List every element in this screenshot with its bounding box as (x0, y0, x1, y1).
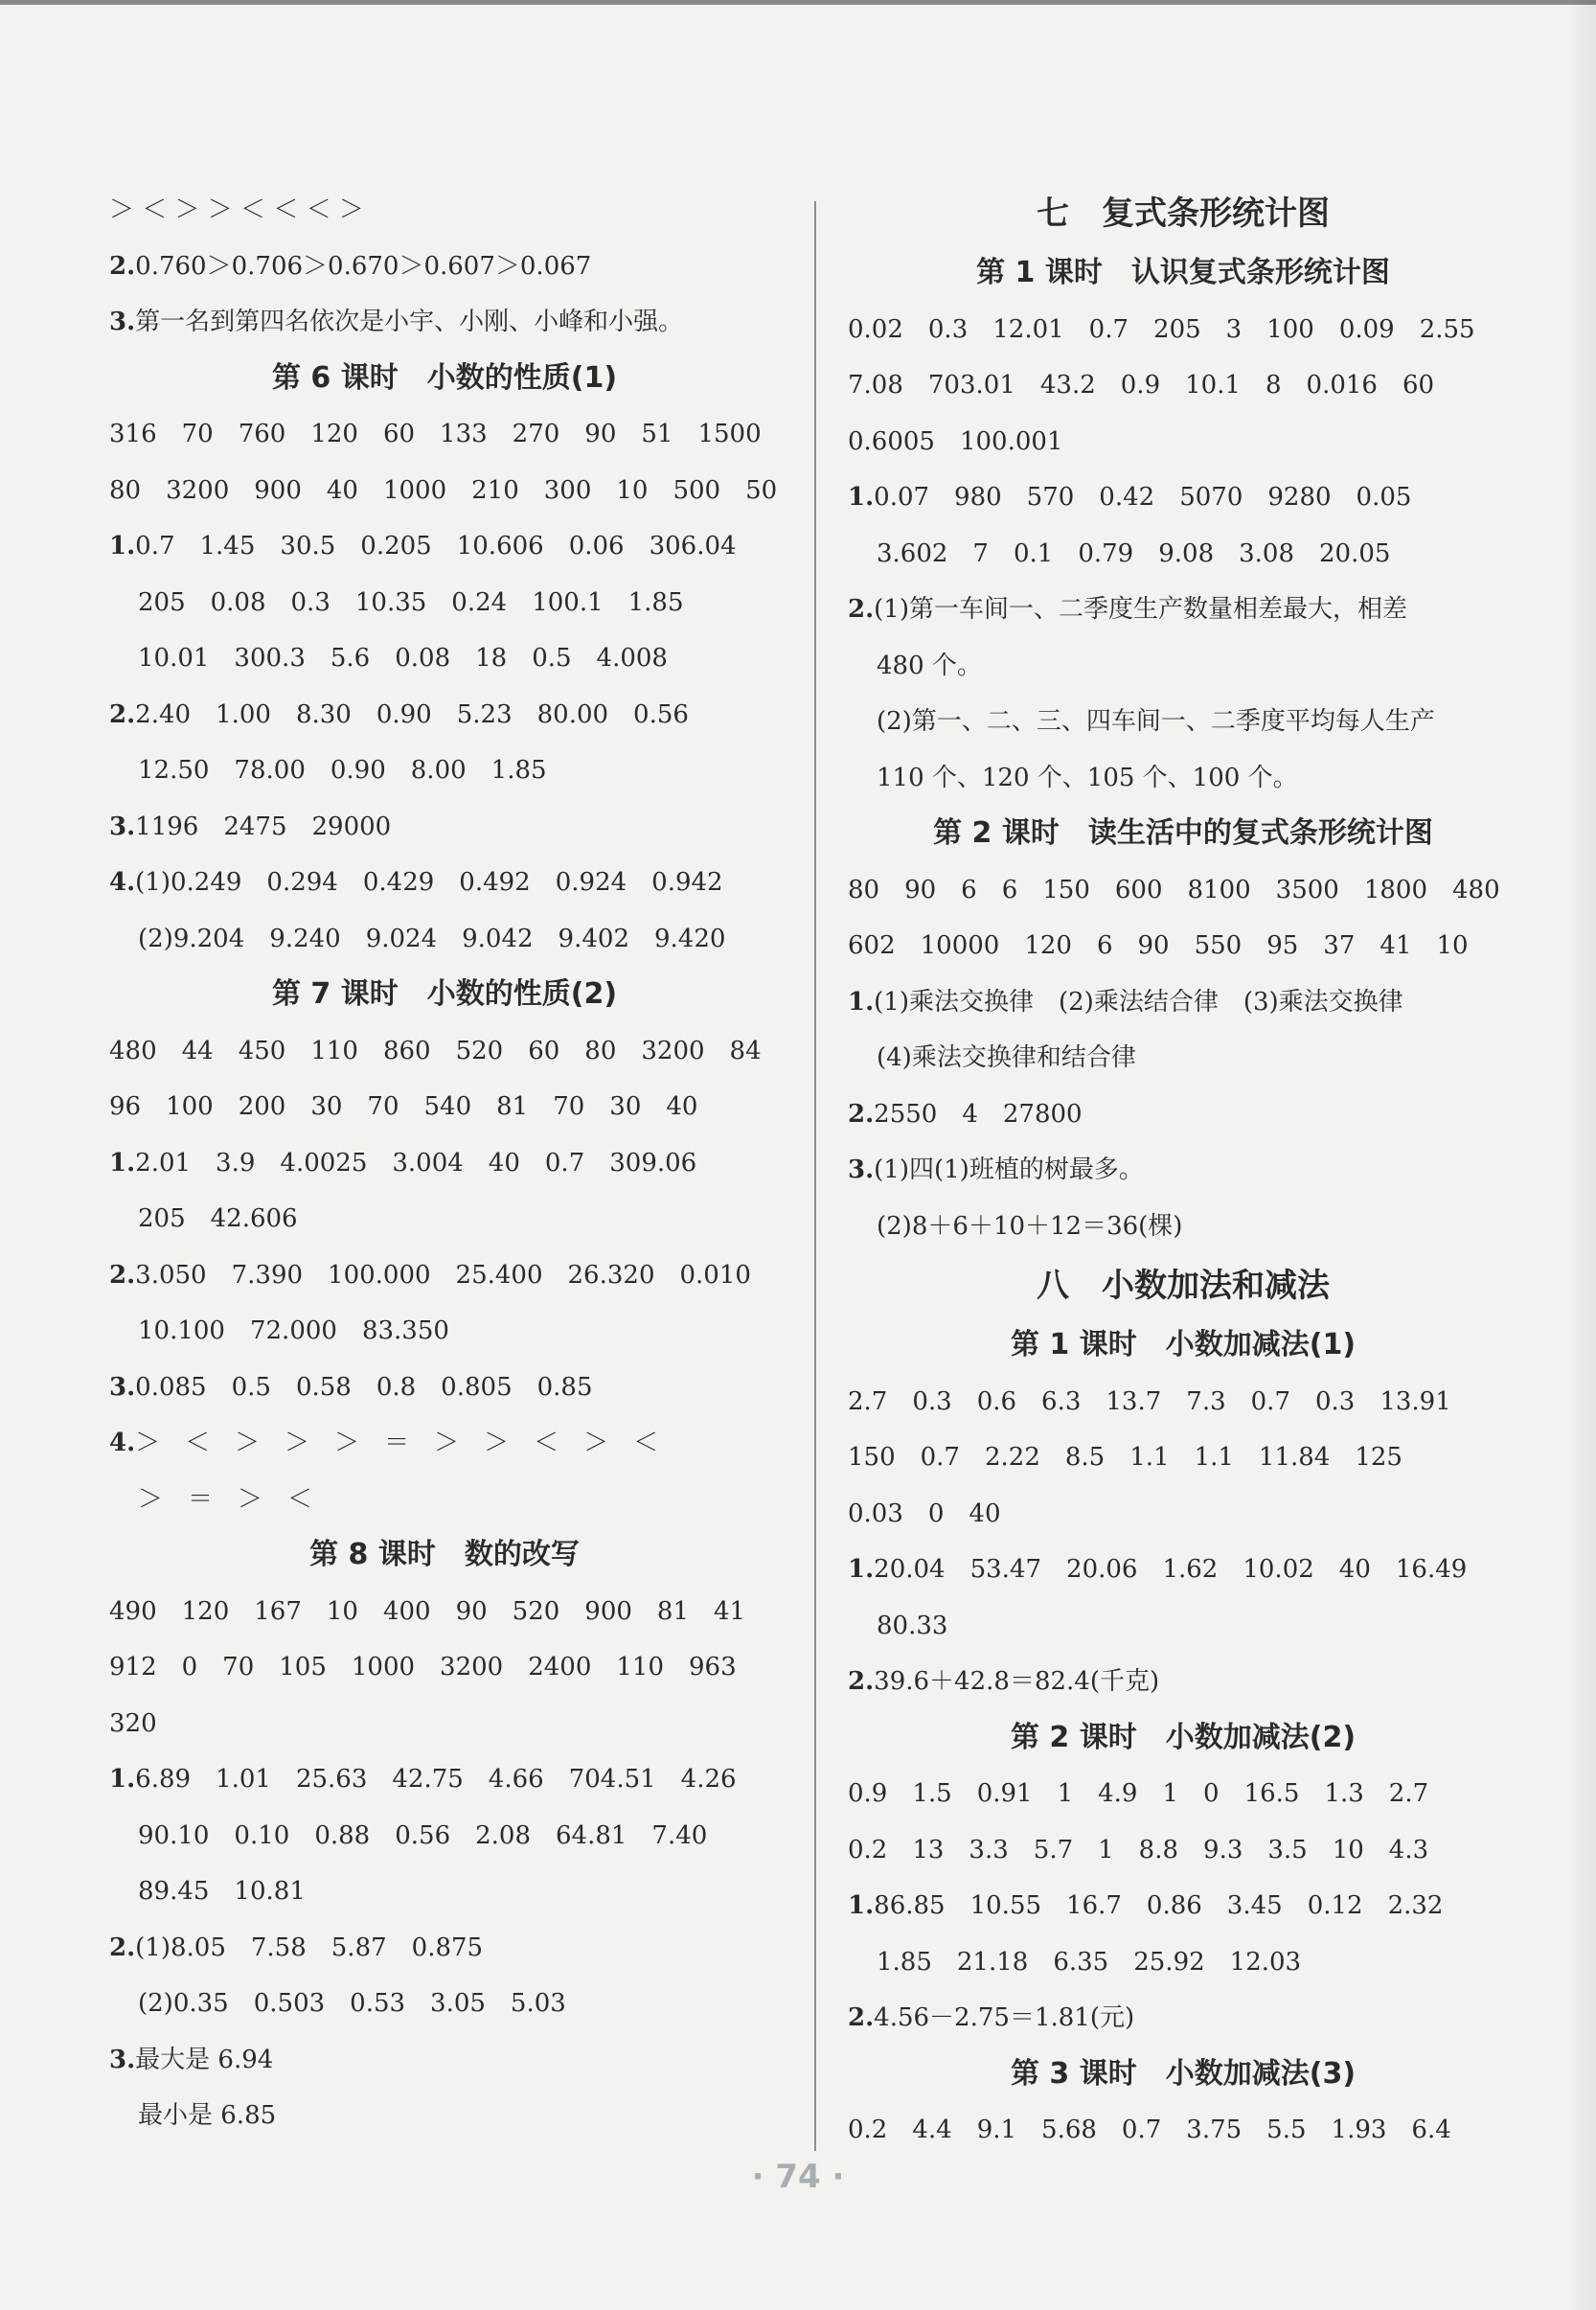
question-number: 3. (848, 1155, 875, 1184)
answer-text: 0.085 0.5 0.58 0.8 0.805 0.85 (135, 1372, 593, 1402)
answer-line (109, 1584, 780, 1640)
answer-line (848, 1030, 1518, 1086)
answer-line (109, 1023, 780, 1080)
answer-text: 316 70 760 120 60 133 270 90 51 1500 (109, 420, 762, 448)
answer-text: 150 0.7 2.22 8.5 1.1 1.1 11.84 125 (848, 1443, 1402, 1472)
question-number: 1. (109, 1148, 136, 1178)
question-number: 2. (109, 699, 136, 729)
answer-line (109, 518, 780, 575)
lesson-heading: 第 1 课时 认识复式条形统计图 (976, 256, 1390, 289)
answer-line (848, 1542, 1518, 1598)
answer-text: 110 个、120 个、105 个、100 个。 (877, 763, 1298, 792)
answer-text: 3.050 7.390 100.000 25.400 26.320 0.010 (135, 1260, 751, 1290)
answer-text: 39.6＋42.8＝82.4(千克) (874, 1667, 1160, 1696)
answer-line (109, 1639, 780, 1696)
question-number: 1. (848, 1891, 875, 1920)
column-divider (814, 201, 816, 2151)
question-number: 2. (109, 1260, 136, 1290)
answer-line (109, 463, 780, 519)
answer-line (109, 1864, 780, 1920)
answer-text: ＞ ＜ ＞ ＞ ＞ ＝ ＞ ＞ ＜ ＞ ＜ (135, 1429, 659, 1457)
answer-text: 90.10 0.10 0.88 0.56 2.08 64.81 7.40 (138, 1820, 708, 1850)
answer-text: 0.07 980 570 0.42 5070 9280 0.05 (874, 483, 1412, 512)
answer-text: (1)四(1)班植的树最多。 (874, 1155, 1144, 1184)
answer-text: 20.04 53.47 20.06 1.62 10.02 40 16.49 (874, 1555, 1468, 1584)
lesson-heading: 第 3 课时 小数加减法(3) (1010, 2056, 1357, 2091)
question-number: 3. (109, 2045, 136, 2074)
answer-text: 1196 2475 29000 (135, 812, 392, 841)
answer-line (109, 1191, 780, 1247)
question-number: 2. (848, 1667, 875, 1696)
answer-text: 7.08 703.01 43.2 0.9 10.1 8 0.016 60 (848, 371, 1435, 400)
answer-line (848, 469, 1518, 526)
question-number: 3. (109, 812, 136, 841)
answer-line (848, 302, 1518, 358)
answer-text: 0.7 1.45 30.5 0.205 10.606 0.06 306.04 (135, 532, 737, 560)
question-number: 2. (848, 595, 875, 624)
lesson-heading: 第 7 课时 小数的性质(2) (271, 977, 618, 1011)
right-column (848, 182, 1518, 2159)
answer-line (848, 862, 1518, 919)
answer-line (109, 406, 780, 463)
answer-text: 0.6005 100.001 (848, 426, 1063, 456)
answer-line (848, 1878, 1518, 1934)
answer-line (109, 1976, 780, 2032)
question-number: 4. (109, 1429, 136, 1457)
answer-text: 0.2 4.4 9.1 5.68 0.7 3.75 5.5 1.93 6.4 (848, 2116, 1451, 2144)
answer-line (109, 1135, 780, 1192)
answer-line (848, 1486, 1518, 1543)
answer-line (848, 750, 1518, 807)
answer-text: 0.02 0.3 12.01 0.7 205 3 100 0.09 2.55 (848, 314, 1475, 344)
answer-line (848, 414, 1518, 470)
question-number: 1. (848, 987, 875, 1017)
answer-line (848, 1429, 1518, 1486)
lesson-heading: 第 8 课时 数的改写 (309, 1538, 580, 1571)
answer-text: 2550 4 27800 (874, 1099, 1083, 1129)
answer-text: 2.7 0.3 0.6 6.3 13.7 7.3 0.7 0.3 13.91 (848, 1386, 1451, 1416)
answer-text: 6.89 1.01 25.63 42.75 4.66 704.51 4.26 (135, 1765, 737, 1794)
answer-line (109, 294, 780, 351)
answer-line (848, 526, 1518, 583)
answer-line (109, 1751, 780, 1808)
unit-title: 七 复式条形统计图 (1037, 194, 1330, 233)
answer-line (109, 239, 780, 295)
answer-line (109, 1920, 780, 1977)
answer-text: (1)8.05 7.58 5.87 0.875 (135, 1933, 484, 1962)
answer-line (848, 974, 1518, 1031)
answer-text: (2)0.35 0.503 0.53 3.05 5.03 (138, 1989, 566, 2018)
answer-line (848, 1199, 1518, 1255)
answer-line (848, 918, 1518, 974)
question-number: 3. (109, 1372, 136, 1402)
answer-line (109, 1472, 780, 1528)
question-number: 2. (848, 1099, 875, 1129)
answer-line (109, 630, 780, 687)
answer-text: 2.01 3.9 4.0025 3.004 40 0.7 309.06 (135, 1148, 697, 1178)
answer-text: (1)乘法交换律 (2)乘法结合律 (3)乘法交换律 (874, 987, 1403, 1017)
question-number: 1. (109, 532, 136, 560)
answer-text: 10.01 300.3 5.6 0.08 18 0.5 4.008 (138, 644, 668, 673)
answer-line (109, 1415, 780, 1472)
answer-line (848, 1934, 1518, 1991)
lesson-heading: 第 2 课时 读生活中的复式条形统计图 (933, 816, 1433, 850)
answer-line (848, 1142, 1518, 1199)
answer-line (848, 1990, 1518, 2047)
answer-text: 4.56－2.75＝1.81(元) (874, 2003, 1135, 2032)
answer-text: 480 个。 (877, 651, 982, 680)
lesson-heading: 第 6 课时 小数的性质(1) (271, 360, 618, 395)
answer-line (848, 1598, 1518, 1655)
answer-line (109, 911, 780, 968)
answer-text: (2)第一、二、三、四车间一、二季度平均每人生产 (877, 707, 1435, 736)
answer-text: 480 44 450 110 860 520 60 80 3200 84 (109, 1036, 762, 1065)
answer-text: 10.100 72.000 83.350 (138, 1316, 449, 1345)
answer-text: 2.40 1.00 8.30 0.90 5.23 80.00 0.56 (135, 699, 689, 729)
answer-line (848, 2102, 1518, 2159)
answer-line (109, 2032, 780, 2089)
answer-text: 12.50 78.00 0.90 8.00 1.85 (138, 756, 547, 785)
answer-text: 0.2 13 3.3 5.7 1 8.8 9.3 3.5 10 4.3 (848, 1835, 1429, 1864)
answer-line (848, 638, 1518, 695)
answer-line (109, 575, 780, 631)
answer-text: 0.9 1.5 0.91 1 4.9 1 0 16.5 1.3 2.7 (848, 1779, 1429, 1808)
answer-text: 最小是 6.85 (138, 2101, 277, 2130)
answer-text: (1)0.249 0.294 0.429 0.492 0.924 0.942 (135, 868, 723, 897)
left-column (109, 182, 780, 2144)
answer-line (109, 1808, 780, 1864)
answer-text: 96 100 200 30 70 540 81 70 30 40 (109, 1092, 698, 1121)
answer-text: (2)8＋6＋10＋12＝36(棵) (877, 1211, 1183, 1241)
answer-line (848, 694, 1518, 750)
answer-text: 0.03 0 40 (848, 1498, 1001, 1528)
question-number: 2. (848, 2003, 875, 2032)
answer-line (109, 1696, 780, 1752)
question-number: 2. (109, 1933, 136, 1962)
answer-text: 80.33 (877, 1611, 948, 1640)
page-number: · 74 · (751, 2158, 845, 2196)
answer-text: 490 120 167 10 400 90 520 900 81 41 (109, 1596, 746, 1626)
answer-line (109, 1303, 780, 1360)
answer-text: 0.760＞0.706＞0.670＞0.607＞0.067 (135, 251, 592, 281)
answer-text: 最大是 6.94 (135, 2045, 274, 2074)
question-number: 1. (848, 483, 875, 512)
question-number: 2. (109, 251, 136, 281)
answer-line (109, 855, 780, 911)
answer-line (109, 799, 780, 856)
answer-text: 89.45 10.81 (138, 1877, 306, 1906)
answer-text: ＞ ＝ ＞ ＜ (138, 1484, 313, 1514)
answer-line (848, 582, 1518, 638)
answer-line (848, 1766, 1518, 1822)
answer-line (109, 1247, 780, 1304)
answer-line (109, 687, 780, 743)
answer-text: (1)第一车间一、二季度生产数量相差最大，相差 (874, 595, 1407, 624)
answer-line (109, 182, 780, 239)
answer-line (848, 1374, 1518, 1430)
answer-text: ＞ ＜ ＞ ＞ ＜ ＜ ＜ ＞ (109, 195, 364, 224)
answer-line (109, 743, 780, 799)
answer-line (848, 1086, 1518, 1143)
answer-text: 80 90 6 6 150 600 8100 3500 1800 480 (848, 875, 1500, 904)
question-number: 1. (109, 1765, 136, 1794)
answer-text: 205 0.08 0.3 10.35 0.24 100.1 1.85 (138, 587, 684, 617)
answer-text: 602 10000 120 6 90 550 95 37 41 10 (848, 931, 1469, 960)
answer-text: 320 (109, 1708, 157, 1738)
lesson-heading: 第 1 课时 小数加减法(1) (1010, 1328, 1357, 1361)
answer-text: 86.85 10.55 16.7 0.86 3.45 0.12 2.32 (874, 1891, 1444, 1920)
answer-text: 1.85 21.18 6.35 25.92 12.03 (877, 1947, 1302, 1977)
answer-text: 80 3200 900 40 1000 210 300 10 500 50 (109, 475, 778, 505)
answer-text: 3.602 7 0.1 0.79 9.08 3.08 20.05 (877, 538, 1391, 568)
answer-line (848, 357, 1518, 414)
answer-text: 205 42.606 (138, 1204, 298, 1233)
answer-line (109, 1360, 780, 1416)
unit-title: 八 小数加法和减法 (1037, 1267, 1330, 1305)
answer-text: 912 0 70 105 1000 3200 2400 110 963 (109, 1653, 737, 1681)
question-number: 4. (109, 868, 136, 897)
answer-line (848, 1822, 1518, 1879)
answer-text: (2)9.204 9.240 9.024 9.042 9.402 9.420 (138, 924, 726, 953)
page-edge-shadow (1567, 0, 1596, 2310)
question-number: 1. (848, 1555, 875, 1584)
lesson-heading: 第 2 课时 小数加减法(2) (1010, 1720, 1357, 1754)
answer-line (109, 2088, 780, 2144)
answer-line (109, 1079, 780, 1135)
answer-text: (4)乘法交换律和结合律 (877, 1043, 1136, 1072)
answer-text: 第一名到第四名依次是小宇、小刚、小峰和小强。 (135, 308, 684, 336)
answer-line (848, 1654, 1518, 1710)
question-number: 3. (109, 308, 136, 336)
